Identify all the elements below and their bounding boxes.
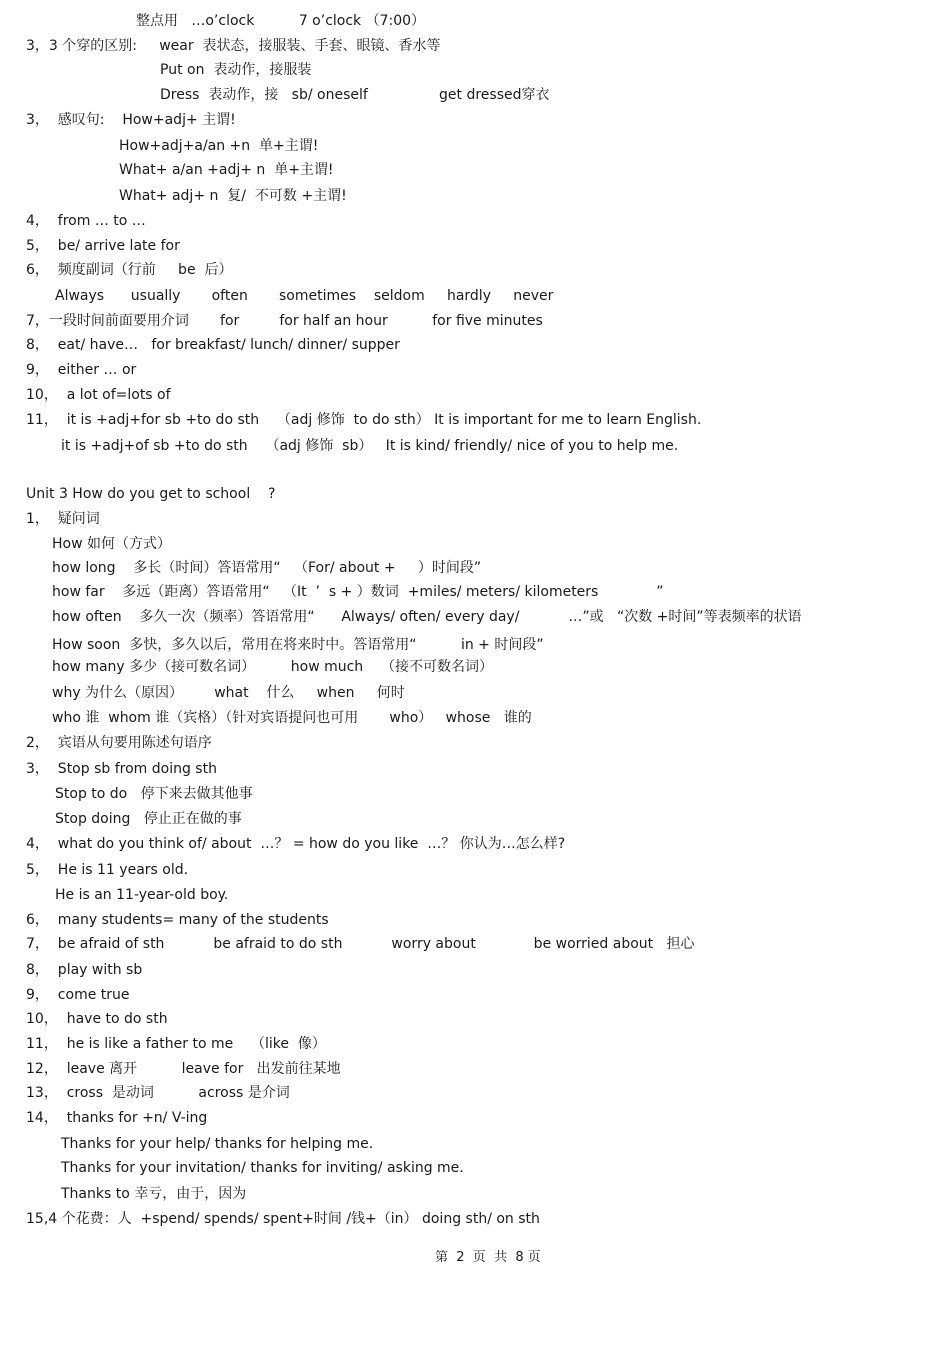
text-line: Thanks for your invitation/ thanks for inviting/ asking me. <box>61 1160 464 1176</box>
unit-heading: Unit 3 How do you get to school ? <box>26 486 276 502</box>
text-line: Stop doing 停止正在做的事 <box>55 811 242 827</box>
text-line: 15,4 个花费：人 +spend/ spends/ spent+时间 /钱+（in） doing sth/ on sth <box>26 1211 540 1227</box>
text-line: Put on 表动作，接服装 <box>160 62 312 78</box>
text-line: 1， 疑问词 <box>26 511 100 527</box>
text-line: how long 多长（时间）答语常用“ （For/ about + ）时间段” <box>52 560 482 576</box>
text-line: 6， 频度副词（行前 be 后） <box>26 262 233 278</box>
text-line: 10， have to do sth <box>26 1011 168 1027</box>
text-line: Dress 表动作，接 sb/ oneself get dressed穿衣 <box>160 87 550 103</box>
text-line: 5， be/ arrive late for <box>26 238 180 254</box>
text-line: who 谁 whom 谁（宾格）（针对宾语提问也可用 who） whose 谁的 <box>52 710 532 726</box>
text-line: Thanks to 幸亏，由于，因为 <box>61 1186 247 1202</box>
text-line: 4， from … to … <box>26 213 146 229</box>
text-line: He is an 11-year-old boy. <box>55 887 229 903</box>
text-line: Thanks for your help/ thanks for helping me. <box>61 1136 374 1152</box>
text-line: What+ adj+ n 复/ 不可数 +主谓! <box>119 188 347 204</box>
text-line: How 如何（方式） <box>52 536 171 552</box>
text-line: 13， cross 是动词 across 是介词 <box>26 1085 290 1101</box>
text-line: Always usually often sometimes seldom hardly never <box>55 288 554 304</box>
text-line: 9， either … or <box>26 362 137 378</box>
text-line: 3， Stop sb from doing sth <box>26 761 217 777</box>
text-line: 12， leave 离开 leave for 出发前往某地 <box>26 1061 341 1077</box>
text-line: 8， eat/ have… for breakfast/ lunch/ dinner/ supper <box>26 337 400 353</box>
text-line: 11， it is +adj+for sb +to do sth （adj 修饰 to do sth） It is important for me to learn English. <box>26 412 702 428</box>
text-line: 7， be afraid of sth be afraid to do sth worry about be worried about 担心 <box>26 936 695 952</box>
text-line: 3， 感叹句: How+adj+ 主谓! <box>26 112 236 128</box>
text-line: 9， come true <box>26 987 130 1003</box>
text-line: 6， many students= many of the students <box>26 912 329 928</box>
text-line: 7，一段时间前面要用介词 for for half an hour for five minutes <box>26 313 543 329</box>
text-line: 8， play with sb <box>26 962 143 978</box>
text-line: 3，3 个穿的区别: wear 表状态，接服装、手套、眼镜、香水等 <box>26 38 441 54</box>
text-line: it is +adj+of sb +to do sth （adj 修饰 sb） It is kind/ friendly/ nice of you to help me. <box>61 438 679 454</box>
text-line: What+ a/an +adj+ n 单+主谓! <box>119 162 334 178</box>
text-line: how many 多少（接可数名词） how much （接不可数名词） <box>52 659 493 675</box>
text-line: why 为什么（原因） what 什么 when 何时 <box>52 685 405 701</box>
text-line: How+adj+a/an +n 单+主谓! <box>119 138 319 154</box>
page-footer: 第 2 页 共 8 页 <box>435 1250 541 1265</box>
text-line: 14， thanks for +n/ V-ing <box>26 1110 208 1126</box>
text-line: 4， what do you think of/ about …？ = how do you like …？ 你认为…怎么样? <box>26 836 566 852</box>
text-line: 5， He is 11 years old. <box>26 862 189 878</box>
text-line: Stop to do 停下来去做其他事 <box>55 786 253 802</box>
text-line: how often 多久一次（频率）答语常用“ Always/ often/ every day/ …”或 “次数 +时间”等表频率的状语 <box>52 609 802 625</box>
text-line: 整点用 …o’clock 7 o’clock （7:00） <box>136 13 426 29</box>
text-line: how far 多远（距离）答语常用“ （It ’ s + ）数词 +miles/ meters/ kilometers ” <box>52 584 664 600</box>
text-line: 11， he is like a father to me （like 像） <box>26 1036 326 1052</box>
text-line: 10， a lot of=lots of <box>26 387 171 403</box>
text-line: How soon 多快，多久以后，常用在将来时中。答语常用“ in + 时间段” <box>52 637 544 653</box>
text-line: 2， 宾语从句要用陈述句语序 <box>26 735 212 751</box>
